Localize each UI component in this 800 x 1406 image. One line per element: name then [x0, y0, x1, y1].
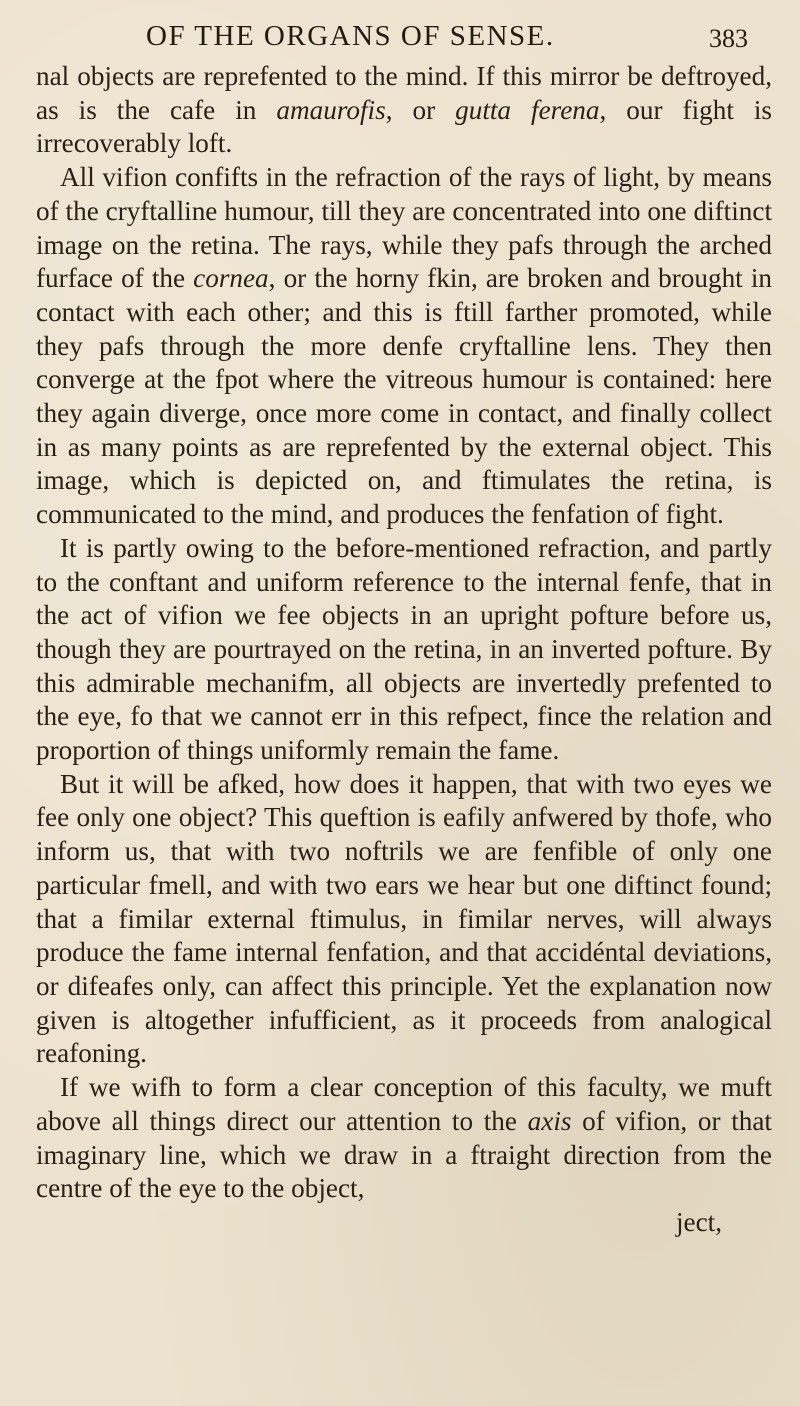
paragraph [36, 1071, 772, 1206]
italic-term: gutta ferena [455, 94, 600, 125]
text-run: , or the horny fkin, are broken and brought in contact with each other; and this is ftill farther promoted, while they pafs through the more denfe cryftalline lens. They then converge at the fpot where the vitreous humour is contained: here they again diverge, once more come in contact, and finally collect in as many points as are reprefented by the external object. This image, which is depicted on, and ftimulates the retina, is communicated to the mind, and produces the fenfation of fight. [36, 263, 772, 530]
catchword: ject, [675, 1206, 722, 1237]
text-run: But it will be afked, how does it happen, that with two eyes we fee only one object? This queftion is eafily anfwered by thofe, who inform us, that with two noftrils we are fenfible of only one particular fmell, and with two ears we hear but one diftinct found; that a fimilar external ftimulus, in fimilar nerves, will always produce the fame internal fenfation, and that accidéntal deviations, or difeafes only, can affect this principle. Yet the explanation now given is altogether infufficient, as it proceeds from analogical reafoning. [36, 768, 772, 1069]
text-run: All vifion confifts in the refraction of the rays of light, by means of the cryftalline humour, till they are concentrated into one diftinct image on the retina. The rays, while they pafs through the arched furface of the [36, 162, 772, 294]
running-title: OF THE ORGANS OF SENSE. [146, 20, 555, 52]
italic-term: cornea [193, 263, 269, 294]
text-run: of vifion, or that imaginary line, which we draw in a ftraight direction from the centre of the eye to the object, [36, 1105, 772, 1204]
text-run: , or [385, 94, 456, 125]
paragraph [36, 60, 772, 161]
paragraph [36, 768, 772, 1071]
italic-term: amaurofis [276, 94, 386, 125]
body-text [36, 60, 772, 1206]
text-run: , our fight is irrecoverably loft. [36, 94, 773, 159]
text-run: It is partly owing to the before-mentioned refraction, and partly to the conftant and uniform reference to the internal fenfe, that in the act of vifion we fee objects in an upright pofture before us, though they are pourtrayed on the retina, in an inverted pofture. By this admirable mechanifm, all objects are invertedly prefented to the eye, fo that we cannot err in this refpect, fince the relation and proportion of things uniformly remain the fame. [36, 532, 772, 766]
text-run: nal objects are reprefented to the mind. If this mirror be deftroyed, as is the cafe in [36, 61, 772, 125]
text-run: If we wifh to form a clear conception of this faculty, we muft above all things direct our attention to the [36, 1072, 772, 1136]
paragraph [36, 532, 772, 768]
page-number: 383 [709, 24, 748, 53]
italic-term: axis [527, 1105, 572, 1136]
running-head [36, 14, 772, 60]
paragraph [36, 161, 772, 532]
